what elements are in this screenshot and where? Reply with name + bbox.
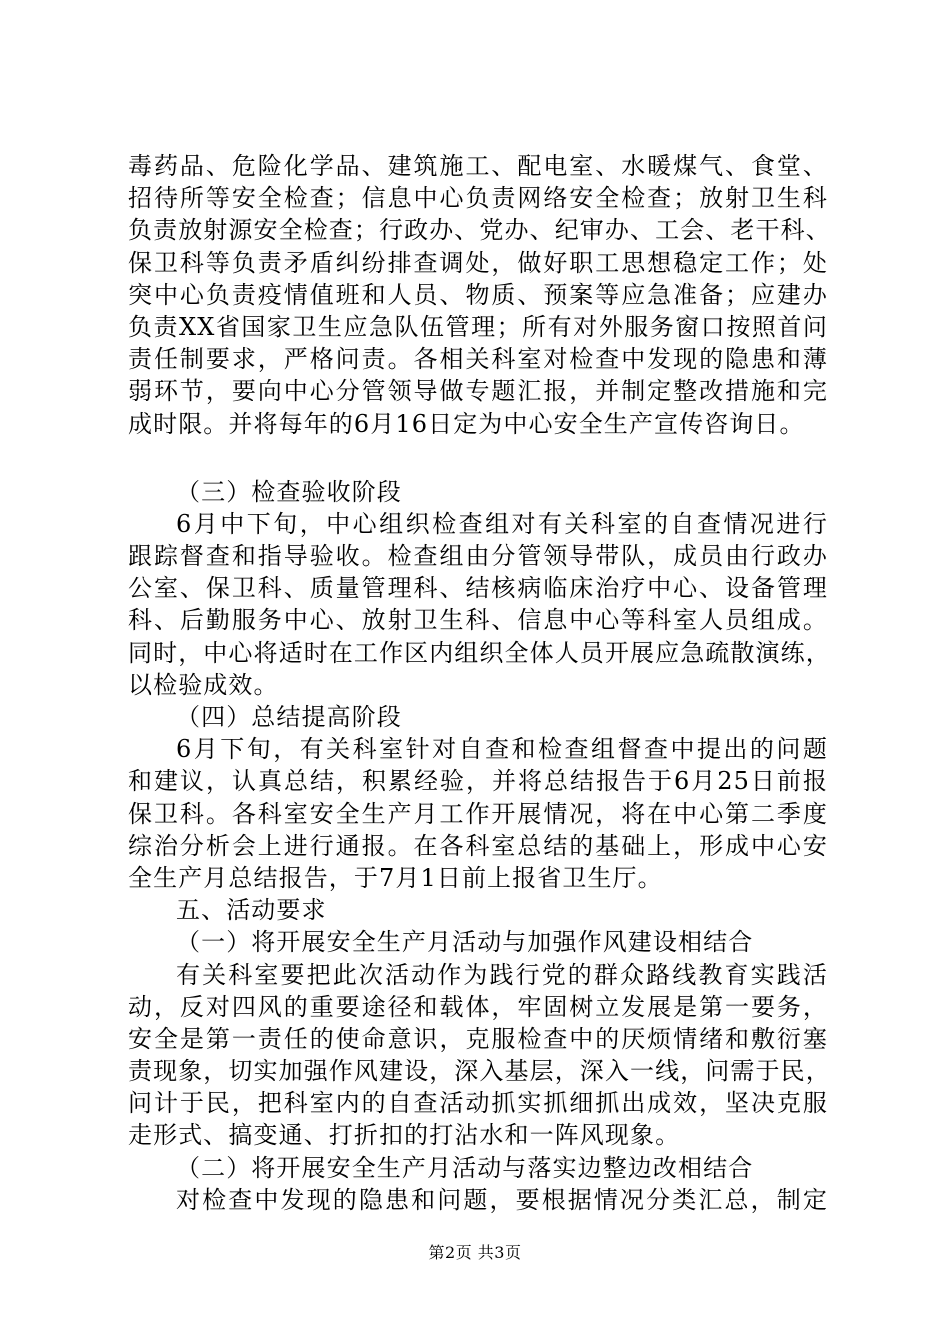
text-line: 弱环节，要向中心分管领导做专题汇报，并制定整改措施和完: [128, 377, 828, 406]
text-line: 以检验成效。: [128, 670, 279, 699]
page-footer: 第2页 共3页: [428, 1243, 522, 1262]
document-body: [128, 150, 831, 1216]
text-line: 走形式、搞变通、打折扣的打沾水和一阵风现象。: [128, 1121, 681, 1150]
section-check-acceptance: [128, 476, 831, 701]
text-line: 6月中下旬，中心组织检查组对有关科室的自查情况进行: [176, 509, 828, 538]
text-line: 负责XX省国家卫生应急队伍管理；所有对外服务窗口按照首问: [128, 312, 828, 341]
section-heading: （四）总结提高阶段: [176, 703, 402, 731]
text-line: 责现象，切实加强作风建设，深入基层，深入一线，问需于民，: [128, 1057, 831, 1086]
paragraph-gap: [128, 440, 828, 476]
text-line: 综治分析会上进行通报。在各科室总结的基础上，形成中心安: [128, 831, 828, 860]
text-line: 保卫科等负责矛盾纠纷排查调处，做好职工思想稳定工作；处: [128, 248, 828, 277]
section-requirements: [128, 894, 831, 1216]
text-line: 招待所等安全检查；信息中心负责网络安全检查；放射卫生科: [128, 184, 828, 213]
part-heading: 五、活动要求: [176, 896, 327, 925]
text-line: 和建议，认真总结，积累经验，并将总结报告于6月25日前报: [128, 767, 828, 796]
subsection-heading: （二）将开展安全生产月活动与落实边整边改相结合: [176, 1153, 754, 1182]
section-summary: [128, 701, 828, 894]
text-line: 成时限。并将每年的6月16日定为中心安全生产宣传咨询日。: [128, 409, 805, 438]
text-line: 跟踪督查和指导验收。检查组由分管领导带队，成员由行政办: [128, 542, 828, 571]
text-line: 安全是第一责任的使命意识，克服检查中的厌烦情绪和敷衍塞: [128, 1024, 828, 1053]
paragraph-continued: [128, 150, 831, 440]
text-line: 问计于民，把科室内的自查活动抓实抓细抓出成效，坚决克服: [128, 1089, 828, 1118]
text-line: 毒药品、危险化学品、建筑施工、配电室、水暖煤气、食堂、: [128, 152, 828, 180]
text-line: 公室、保卫科、质量管理科、结核病临床治疗中心、设备管理: [128, 574, 828, 603]
text-line: 保卫科。各科室安全生产月工作开展情况，将在中心第二季度: [128, 799, 828, 828]
text-line: 同时，中心将适时在工作区内组织全体人员开展应急疏散演练，: [128, 638, 831, 667]
text-line: 有关科室要把此次活动作为践行党的群众路线教育实践活: [176, 960, 828, 989]
subsection-heading: （一）将开展安全生产月活动与加强作风建设相结合: [176, 928, 754, 957]
text-line: 突中心负责疫情值班和人员、物质、预案等应急准备；应建办: [128, 280, 828, 309]
text-line: 科、后勤服务中心、放射卫生科、信息中心等科室人员组成。: [128, 606, 828, 635]
text-line: 6月下旬，有关科室针对自查和检查组督查中提出的问题: [176, 735, 828, 764]
text-line: 全生产月总结报告，于7月1日前上报省卫生厅。: [128, 863, 663, 892]
section-heading: （三）检查验收阶段: [176, 477, 402, 506]
text-line: 责任制要求，严格问责。各相关科室对检查中发现的隐患和薄: [128, 345, 828, 374]
text-line: 负责放射源安全检查；行政办、党办、纪审办、工会、老干科、: [128, 216, 831, 245]
text-line: 对检查中发现的隐患和问题，要根据情况分类汇总，制定: [176, 1185, 828, 1214]
text-line: 动，反对四风的重要途径和载体，牢固树立发展是第一要务，: [128, 992, 828, 1021]
